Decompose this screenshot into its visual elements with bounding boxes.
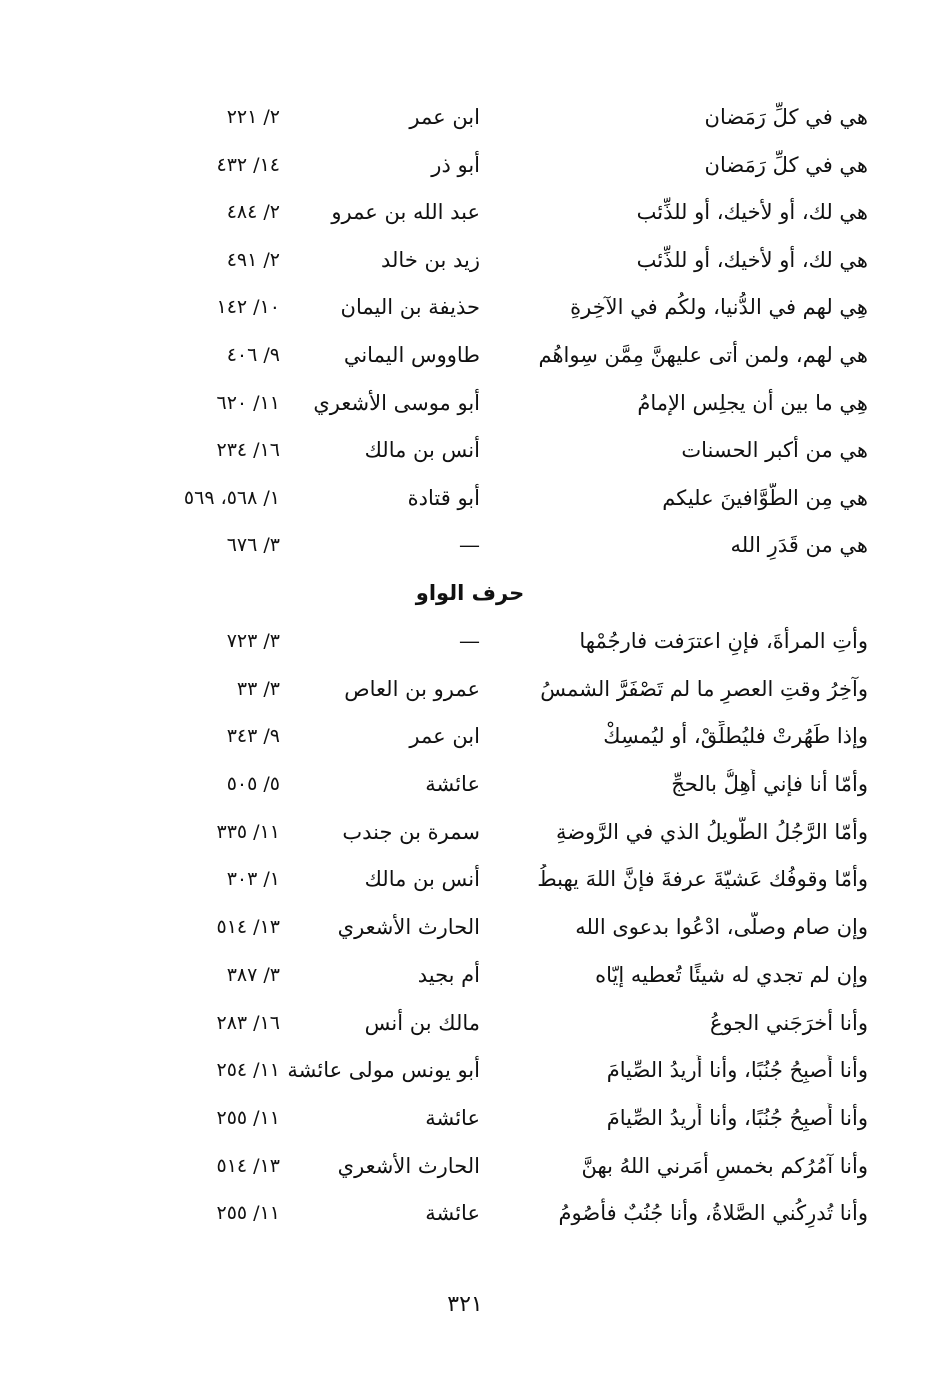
volume-page-ref: ٢/ ٢٢١ (226, 106, 280, 128)
hadith-text: هي مِن الطَّوَّافينَ عليكم (662, 485, 868, 510)
narrator-name: الحارث الأشعري (337, 915, 480, 940)
index-row (100, 1192, 890, 1240)
page-number: ٣٢١ (447, 1292, 483, 1317)
narrator-name: ابن عمر (409, 105, 480, 129)
index-row (100, 620, 890, 668)
narrator-name: سمرة بن جندب (342, 819, 480, 844)
hadith-text: وإذا طَهُرتْ فليُطلِّقْ، أو ليُمسِكْ (603, 724, 868, 749)
index-row (100, 954, 890, 1002)
narrator-name: عائشة (425, 1105, 480, 1130)
narrator-name: عائشة (425, 1201, 480, 1226)
hadith-text: وأْتِ المرأةَ، فإنِ اعترَفت فارجُمْها (579, 629, 868, 653)
index-row (100, 668, 890, 716)
volume-page-ref: ١١/ ٢٥٤ (216, 1059, 280, 1082)
index-row (100, 144, 890, 192)
narrator-name: أبو يونس مولى عائشة (287, 1058, 480, 1083)
index-row (100, 286, 890, 334)
volume-page-ref: ١/ ٥٦٨، ٥٦٩ (183, 486, 280, 509)
index-row (100, 811, 890, 859)
volume-page-ref: ١٦/ ٢٣٤ (216, 439, 280, 462)
volume-page-ref: ٢/ ٤٨٤ (226, 201, 280, 224)
index-row (100, 715, 890, 763)
index-row (100, 524, 890, 572)
hadith-text: هي لك، أو لأخيك، أو للذِّئب (636, 200, 868, 225)
volume-page-ref: ٩/ ٤٠٦ (226, 343, 280, 366)
narrator-name: أبو ذر (431, 152, 480, 177)
hadith-text: وأنا آمُرُكم بخمسٍ أمَرني اللهُ بهنَّ (581, 1153, 868, 1178)
narrator-name: — (459, 533, 480, 558)
index-row (100, 477, 890, 525)
narrator-name: أنس بن مالك (364, 438, 480, 463)
hadith-text: وآخِرُ وقتِ العصرِ ما لم تَصْفَرَّ الشمسُ (540, 676, 868, 701)
hadith-text: وأمّا الرَّجُلُ الطَّويلُ الذي في الرَّوضةِ (555, 819, 868, 844)
hadith-text: هِي لهم في الدُّنيا، ولكُم في الآخِرةِ (570, 295, 868, 320)
index-row (100, 906, 890, 954)
volume-page-ref: ١/ ٣٠٣ (226, 868, 280, 891)
volume-page-ref: ٣/ ٣٣ (236, 677, 280, 700)
volume-page-ref: ١٣/ ٥١٤ (216, 1154, 280, 1177)
index-section-waw (100, 620, 890, 1240)
narrator-name: طاووس اليماني (343, 342, 480, 367)
hadith-text: هي لهم، ولمن أتى عليهنَّ مِمَّن سِواهُم (538, 342, 868, 367)
hadith-text: هِي ما بين أن يجلِس الإمامُ (637, 390, 868, 415)
hadith-text: وإن صام وصلَّى، ادْعُوا بدعوى الله (575, 915, 868, 940)
volume-page-ref: ١١/ ٦٢٠ (216, 391, 280, 414)
narrator-name: أنس بن مالك (364, 867, 480, 892)
hadith-text: وأمّا أنا فإني أُهِلُّ بالحجِّ (671, 772, 868, 797)
volume-page-ref: ٣/ ٣٨٧ (226, 963, 280, 986)
hadith-text: وأنا أُصبِحُ جُنُبًا، وأنا أُريدُ الصِّيامَ (606, 1058, 868, 1083)
hadith-text: هي من قَدَرِ الله (730, 533, 868, 558)
volume-page-ref: ١١/ ٢٥٥ (216, 1202, 280, 1225)
volume-page-ref: ١٤/ ٤٣٢ (216, 153, 280, 176)
narrator-name: زيد بن خالد (381, 247, 480, 272)
hadith-text: هي في كلِّ رَمَضان (704, 152, 868, 177)
narrator-name: مالك بن أنس (364, 1010, 480, 1035)
narrator-name: — (459, 629, 480, 653)
volume-page-ref: ٥/ ٥٠٥ (226, 773, 280, 796)
narrator-name: عائشة (425, 772, 480, 797)
volume-page-ref: ٣/ ٧٢٣ (226, 630, 280, 652)
volume-page-ref: ١٦/ ٢٨٣ (216, 1011, 280, 1034)
narrator-name: أبو قتادة (407, 485, 480, 510)
index-row (100, 96, 890, 144)
narrator-name: عبد الله بن عمرو (331, 200, 480, 225)
index-row (100, 858, 890, 906)
index-row (100, 429, 890, 477)
narrator-name: حذيفة بن اليمان (340, 295, 480, 320)
index-row (100, 1049, 890, 1097)
volume-page-ref: ٣/ ٦٧٦ (226, 534, 280, 557)
volume-page-ref: ٩/ ٣٤٣ (226, 725, 280, 748)
narrator-name: أبو موسى الأشعري (313, 390, 480, 415)
narrator-name: عمرو بن العاص (344, 676, 480, 701)
index-row (100, 1002, 890, 1050)
section-heading: حرف الواو (415, 581, 525, 605)
hadith-text: وأنا تُدرِكُني الصَّلاةُ، وأنا جُنُبٌ فأصُومُ (558, 1201, 868, 1226)
narrator-name: الحارث الأشعري (337, 1153, 480, 1178)
hadith-text: وإن لم تجدي له شيئًا تُعطيه إيّاه (595, 962, 868, 987)
volume-page-ref: ٢/ ٤٩١ (226, 248, 280, 271)
volume-page-ref: ١٠/ ١٤٢ (216, 296, 280, 319)
volume-page-ref: ١١/ ٣٣٥ (216, 820, 280, 843)
index-row (100, 191, 890, 239)
index-section-ha (100, 96, 890, 572)
index-row (100, 382, 890, 430)
index-row (100, 1097, 890, 1145)
narrator-name: ابن عمر (409, 724, 480, 749)
hadith-text: هي في كلِّ رَمَضان (704, 105, 868, 129)
index-row (100, 763, 890, 811)
narrator-name: أم بجيد (417, 962, 480, 987)
volume-page-ref: ١١/ ٢٥٥ (216, 1106, 280, 1129)
volume-page-ref: ١٣/ ٥١٤ (216, 916, 280, 939)
hadith-text: وأنا أُصبِحُ جُنُبًا، وأنا أُريدُ الصِّيامَ (606, 1105, 868, 1130)
hadith-text: هي من أكبر الحسنات (681, 438, 868, 463)
index-row (100, 239, 890, 287)
hadith-text: هي لك، أو لأخيك، أو للذِّئب (636, 247, 868, 272)
hadith-text: وأمّا وقوفُك عَشيّةَ عرفةَ فإنَّ اللهَ يهبطُ (537, 867, 868, 892)
index-row (100, 1145, 890, 1193)
index-row (100, 334, 890, 382)
hadith-text: وأنا أخرَجَني الجوعُ (710, 1010, 868, 1035)
